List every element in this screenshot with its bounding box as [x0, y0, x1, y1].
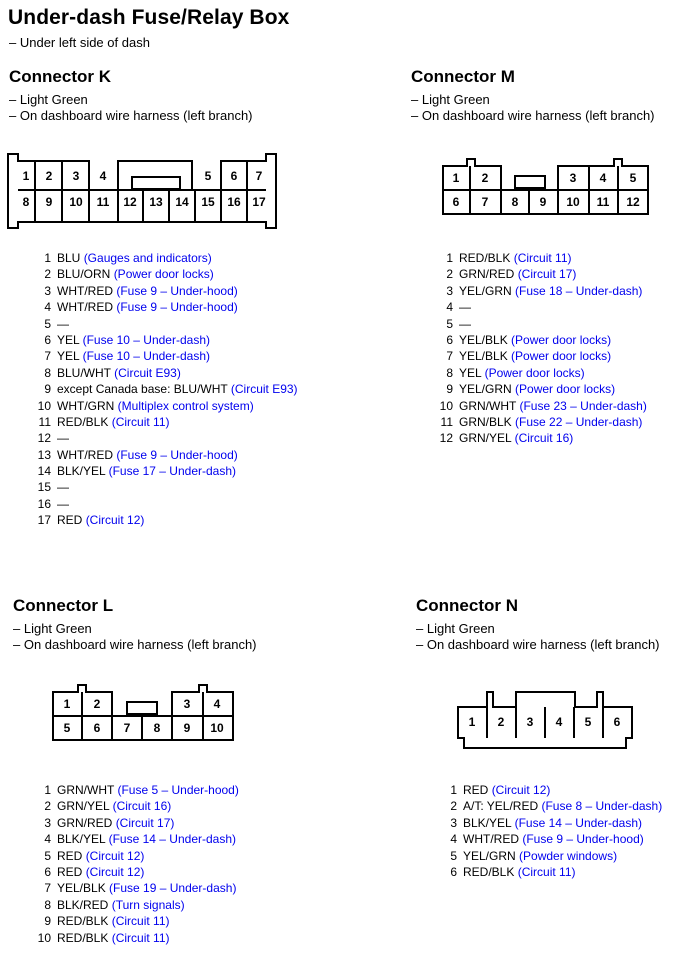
- pin-label: 12: [626, 195, 640, 209]
- pin-number: 4: [44, 300, 51, 315]
- pin-number: 11: [440, 414, 453, 429]
- pin-label: 6: [93, 721, 101, 735]
- circuit-reference: (Fuse 9 – Under-hood): [116, 300, 238, 315]
- pin-label: 1: [452, 171, 460, 185]
- pin-number: 6: [44, 332, 51, 347]
- wire-color: BLK/RED: [57, 897, 109, 912]
- pin-label: 1: [468, 715, 476, 729]
- circuit-reference: (Circuit 11): [111, 914, 170, 929]
- pin-label: 5: [63, 721, 71, 735]
- circuit-reference: (Power door locks): [113, 267, 214, 282]
- circuit-reference: (Fuse 14 – Under-dash): [108, 832, 237, 847]
- pin-number: 6: [446, 332, 453, 347]
- connector-l-color: – Light Green: [13, 621, 92, 636]
- pin-number: 7: [44, 881, 51, 896]
- wire-color: GRN/YEL: [57, 799, 110, 814]
- wire-color: BLU/WHT: [57, 365, 111, 380]
- pin-row: [441, 798, 662, 814]
- circuit-reference: (Turn signals): [111, 897, 185, 912]
- connector-l-location: – On dashboard wire harness (left branch): [13, 637, 257, 652]
- circuit-reference: (Fuse 14 – Under-dash): [514, 815, 643, 830]
- circuit-reference: (Gauges and indicators): [83, 251, 212, 265]
- connector-n-title: Connector N: [416, 596, 518, 615]
- wire-color: YEL: [57, 349, 80, 364]
- pin-number: 7: [44, 349, 51, 364]
- pin-label: 14: [175, 195, 189, 209]
- pin-label: 3: [569, 171, 577, 185]
- wire-color: RED/BLK: [463, 864, 515, 879]
- connector-m-title: Connector M: [411, 67, 515, 86]
- circuit-reference: (Fuse 9 – Under-hood): [116, 447, 238, 462]
- pin-label: 1: [22, 169, 30, 183]
- circuit-reference: (Circuit 12): [85, 513, 145, 528]
- circuit-reference: (Circuit 12): [85, 848, 145, 863]
- circuit-reference: (Power door locks): [515, 382, 616, 397]
- connector-n-pin-list: [441, 782, 662, 880]
- pin-label: 15: [201, 195, 215, 209]
- pin-number: 4: [44, 832, 51, 847]
- wire-color: WHT/RED: [57, 447, 113, 462]
- pin-number: 9: [446, 382, 453, 397]
- circuit-reference: (Fuse 9 – Under-hood): [116, 283, 238, 298]
- circuit-reference: (Circuit 16): [514, 431, 574, 446]
- circuit-reference: (Fuse 19 – Under-dash): [109, 881, 237, 896]
- wire-color: WHT/RED: [57, 300, 113, 315]
- wire-color: RED: [57, 848, 83, 863]
- pin-label: 6: [613, 715, 621, 729]
- pin-number: 15: [37, 480, 51, 495]
- connector-m-color: – Light Green: [411, 92, 490, 107]
- pin-number: 9: [44, 382, 51, 397]
- wire-color: YEL/BLK: [459, 349, 508, 364]
- pin-number: 6: [44, 864, 51, 879]
- pin-label: 12: [123, 195, 137, 209]
- pin-label: 3: [72, 169, 80, 183]
- pin-row: [441, 848, 662, 864]
- wire-color: GRN/RED: [459, 267, 515, 282]
- circuit-reference: (Power door locks): [484, 365, 585, 380]
- pin-number: 3: [446, 283, 453, 298]
- connector-n-color: – Light Green: [416, 621, 495, 636]
- pin-label: 5: [204, 169, 212, 183]
- pin-number: 4: [450, 832, 457, 847]
- pin-number: 7: [446, 349, 453, 364]
- circuit-reference: (Circuit 11): [111, 414, 170, 429]
- circuit-reference: (Fuse 10 – Under-dash): [82, 332, 210, 347]
- wire-color: BLK/YEL: [57, 832, 106, 847]
- wire-color: —: [57, 431, 69, 446]
- pin-row: [441, 864, 662, 880]
- pin-number: 3: [450, 815, 457, 830]
- wire-color: YEL/GRN: [463, 848, 516, 863]
- pin-number: 16: [37, 496, 51, 511]
- pin-number: 2: [450, 799, 457, 814]
- pin-label: 5: [629, 171, 637, 185]
- circuit-reference: (Circuit 17): [115, 815, 175, 830]
- pin-number: 10: [439, 398, 453, 413]
- pin-number: 2: [44, 799, 51, 814]
- wire-color: —: [57, 316, 69, 331]
- pin-label: 4: [213, 697, 221, 711]
- pin-label: 4: [99, 169, 107, 183]
- connector-k-location: – On dashboard wire harness (left branch): [9, 108, 253, 123]
- pin-label: 3: [183, 697, 191, 711]
- wire-color: YEL: [57, 332, 80, 347]
- pin-number: 3: [44, 283, 51, 298]
- pin-number: 5: [44, 848, 51, 863]
- pin-label: 17: [252, 195, 266, 209]
- pin-label: 6: [230, 169, 238, 183]
- wire-color: GRN/WHT: [459, 398, 517, 413]
- wire-color: RED/BLK: [459, 251, 511, 265]
- pin-label: 1: [63, 697, 71, 711]
- pin-label: 2: [93, 697, 101, 711]
- pin-number: 17: [37, 513, 51, 528]
- pin-label: 8: [22, 195, 30, 209]
- circuit-reference: (Power door locks): [511, 349, 612, 364]
- pin-label: 7: [481, 195, 489, 209]
- pin-label: 9: [45, 195, 53, 209]
- pin-row: [441, 782, 662, 798]
- pin-row: [441, 831, 662, 847]
- pin-number: 1: [44, 251, 51, 265]
- pin-number: 11: [38, 414, 51, 429]
- pin-number: 1: [44, 783, 51, 797]
- connector-k-color: – Light Green: [9, 92, 88, 107]
- pin-number: 10: [37, 398, 51, 413]
- pin-number: 1: [450, 783, 457, 797]
- wire-color: RED/BLK: [57, 914, 109, 929]
- pin-number: 8: [44, 365, 51, 380]
- pin-label: 2: [481, 171, 489, 185]
- circuit-reference: (Circuit E93): [230, 382, 298, 397]
- pin-label: 8: [511, 195, 519, 209]
- wire-color: YEL: [459, 365, 482, 380]
- pin-number: 1: [446, 251, 453, 265]
- pin-number: 13: [37, 447, 51, 462]
- wire-color: RED: [57, 513, 83, 528]
- pin-label: 2: [497, 715, 505, 729]
- circuit-reference: (Multiplex control system): [117, 398, 254, 413]
- circuit-reference: (Circuit 17): [517, 267, 577, 282]
- circuit-reference: (Circuit 11): [111, 930, 170, 945]
- circuit-reference: (Fuse 22 – Under-dash): [515, 414, 643, 429]
- pin-label: 13: [149, 195, 163, 209]
- pin-number: 2: [446, 267, 453, 282]
- connector-n-location: – On dashboard wire harness (left branch): [416, 637, 660, 652]
- wire-color: A/T: YEL/RED: [463, 799, 539, 814]
- wire-color: GRN/RED: [57, 815, 113, 830]
- wire-color: BLU/ORN: [57, 267, 111, 282]
- circuit-reference: (Fuse 9 – Under-hood): [522, 832, 644, 847]
- pin-label: 3: [526, 715, 534, 729]
- pin-label: 8: [153, 721, 161, 735]
- wire-color: BLU: [57, 251, 81, 265]
- connector-l-title: Connector L: [13, 596, 114, 615]
- pin-label: 9: [183, 721, 191, 735]
- pin-label: 7: [255, 169, 263, 183]
- circuit-reference: (Fuse 5 – Under-hood): [117, 783, 239, 797]
- pin-number: 14: [37, 464, 51, 479]
- pin-label: 9: [539, 195, 547, 209]
- pin-number: 8: [446, 365, 453, 380]
- pin-number: 8: [44, 897, 51, 912]
- wire-color: BLK/YEL: [57, 464, 106, 479]
- wire-color: BLK/YEL: [463, 815, 512, 830]
- wire-color: GRN/YEL: [459, 431, 512, 446]
- pin-number: 6: [450, 864, 457, 879]
- page-title: Under-dash Fuse/Relay Box: [8, 6, 290, 29]
- circuit-reference: (Power door locks): [511, 332, 612, 347]
- circuit-reference: (Circuit E93): [114, 365, 181, 380]
- pin-label: 6: [452, 195, 460, 209]
- pin-number: 9: [44, 914, 51, 929]
- pin-label: 16: [227, 195, 241, 209]
- pin-label: 11: [596, 195, 610, 209]
- pin-label: 10: [210, 721, 224, 735]
- pin-label: 4: [599, 171, 607, 185]
- wire-color: RED: [463, 783, 489, 797]
- wire-color: YEL/GRN: [459, 283, 512, 298]
- pin-number: 12: [439, 431, 453, 446]
- pin-label: 10: [566, 195, 580, 209]
- wire-color: except Canada base: BLU/WHT: [57, 382, 228, 397]
- pin-number: 3: [44, 815, 51, 830]
- circuit-reference: (Fuse 10 – Under-dash): [82, 349, 210, 364]
- pin-number: 4: [446, 300, 453, 315]
- pin-label: 10: [69, 195, 83, 209]
- wire-color: —: [57, 480, 69, 495]
- circuit-reference: (Circuit 12): [85, 864, 145, 879]
- wire-color: GRN/WHT: [57, 783, 115, 797]
- wire-color: RED/BLK: [57, 930, 109, 945]
- connector-m-location: – On dashboard wire harness (left branch): [411, 108, 655, 123]
- circuit-reference: (Fuse 23 – Under-dash): [519, 398, 647, 413]
- pin-label: 7: [123, 721, 131, 735]
- pin-label: 4: [555, 715, 563, 729]
- wire-color: —: [459, 316, 471, 331]
- wire-color: YEL/GRN: [459, 382, 512, 397]
- pin-number: 5: [450, 848, 457, 863]
- wire-color: GRN/BLK: [459, 414, 512, 429]
- wire-color: —: [57, 496, 69, 511]
- pin-number: 5: [44, 316, 51, 331]
- circuit-reference: (Circuit 16): [112, 799, 172, 814]
- wire-color: WHT/RED: [57, 283, 113, 298]
- connector-k-title: Connector K: [9, 67, 111, 86]
- wire-color: RED/BLK: [57, 414, 109, 429]
- pin-number: 2: [44, 267, 51, 282]
- circuit-reference: (Powder windows): [519, 848, 618, 863]
- circuit-reference: (Fuse 8 – Under-dash): [541, 799, 663, 814]
- page-subtitle: – Under left side of dash: [9, 35, 150, 50]
- pin-label: 11: [96, 195, 110, 209]
- wire-color: YEL/BLK: [57, 881, 106, 896]
- wire-color: YEL/BLK: [459, 332, 508, 347]
- pin-number: 12: [37, 431, 51, 446]
- wire-color: WHT/GRN: [57, 398, 115, 413]
- circuit-reference: (Circuit 11): [517, 864, 576, 879]
- circuit-reference: (Fuse 18 – Under-dash): [515, 283, 643, 298]
- pin-row: [441, 815, 662, 831]
- wire-color: RED: [57, 864, 83, 879]
- wire-color: —: [459, 300, 471, 315]
- circuit-reference: (Circuit 11): [513, 251, 572, 265]
- pin-label: 2: [45, 169, 53, 183]
- pin-number: 10: [37, 930, 51, 945]
- pin-number: 5: [446, 316, 453, 331]
- wire-color: WHT/RED: [463, 832, 519, 847]
- pin-label: 5: [584, 715, 592, 729]
- circuit-reference: (Circuit 12): [491, 783, 551, 797]
- circuit-reference: (Fuse 17 – Under-dash): [108, 464, 237, 479]
